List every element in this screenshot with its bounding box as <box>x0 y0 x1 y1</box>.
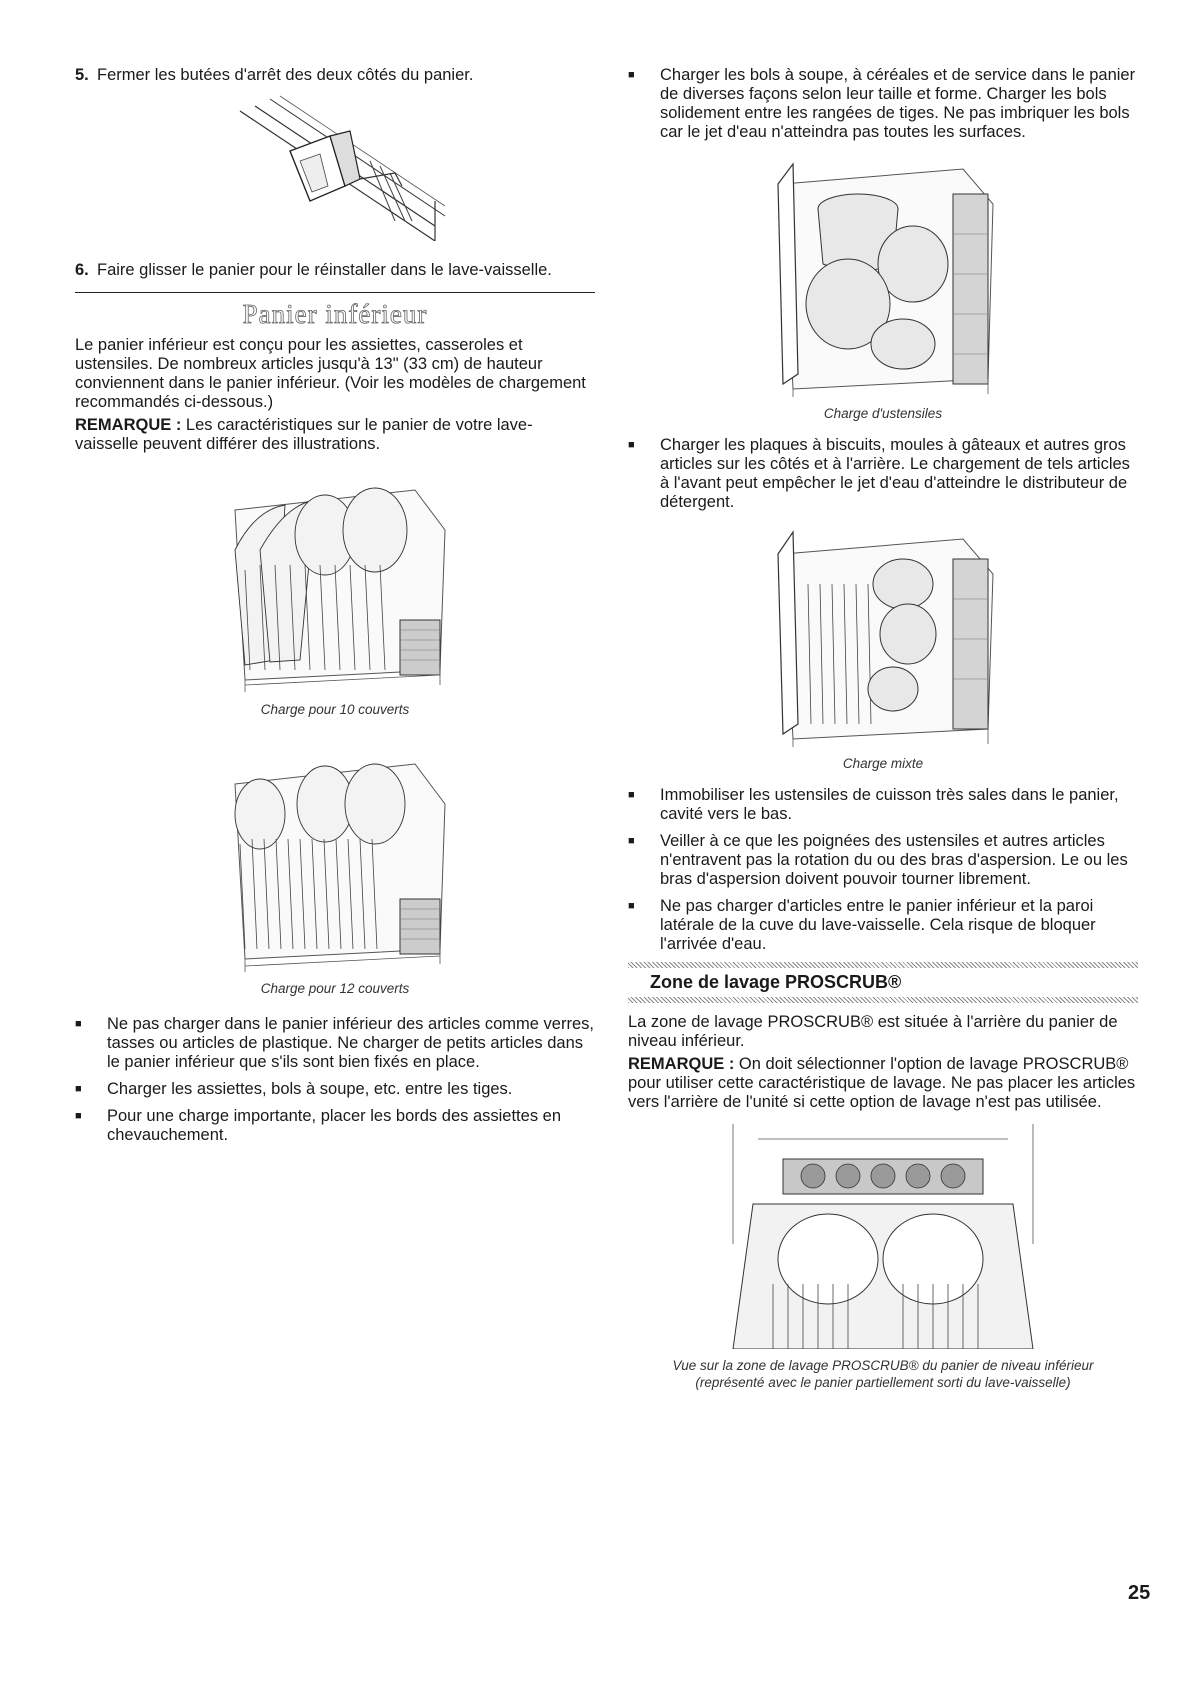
step-number: 6. <box>75 261 89 279</box>
step-number: 5. <box>75 66 89 84</box>
note-text: On doit sélectionner l'option de lavage PROSCRUB® pour utiliser cette caractéristique de lavage. Ne pas placer les articles vers l'arrière de l'unité si cette option de lavage n'est pas utilisée. <box>628 1055 1136 1111</box>
bullet-icon: ■ <box>628 439 635 451</box>
basket-stop-illustration <box>220 91 450 241</box>
proscrub-zone-illustration <box>713 1124 1053 1349</box>
caption-mixte: Charge mixte <box>842 756 924 771</box>
load-10-illustration <box>215 470 455 695</box>
caption-10: Charge pour 10 couverts <box>260 702 410 717</box>
left-bullet-list <box>75 1015 595 1145</box>
bullet-text: Immobiliser les ustensiles de cuisson très sales dans le panier, cavité vers le bas. <box>660 786 1119 823</box>
list-item <box>628 832 1138 889</box>
step-text: Fermer les butées d'arrêt des deux côtés du panier. <box>97 66 474 84</box>
bullet-icon: ■ <box>75 1018 82 1030</box>
bullet-text: Pour une charge importante, placer les bords des assiettes en chevauchement. <box>107 1107 562 1144</box>
proscrub-note <box>628 1055 1138 1112</box>
proscrub-intro: La zone de lavage PROSCRUB® est située à l'arrière du panier de niveau inférieur. <box>628 1013 1118 1050</box>
mixed-load-illustration <box>763 524 1003 749</box>
load-12-illustration <box>215 744 455 974</box>
bullet-text: Veiller à ce que les poignées des ustensiles et autres articles n'entravent pas la rotation du ou des bras d'aspersion. Le ou les bras d'aspersion doivent pouvoir tourner librement. <box>660 832 1128 888</box>
note-label: REMARQUE : <box>628 1055 735 1073</box>
caption-proscrub-1: Vue sur la zone de lavage PROSCRUB® du panier de niveau inférieur <box>672 1358 1094 1373</box>
note-label: REMARQUE : <box>75 416 182 434</box>
list-item <box>628 66 1138 142</box>
utensil-load-illustration <box>763 154 1003 399</box>
bullet-text: Charger les assiettes, bols à soupe, etc. entre les tiges. <box>107 1080 513 1098</box>
bullet-icon: ■ <box>628 69 635 81</box>
page-number: 25 <box>1128 1582 1151 1604</box>
list-item <box>628 897 1138 954</box>
bullet-text: Ne pas charger d'articles entre le panier inférieur et la paroi latérale de la cuve du lave-vaisselle. Cela risque de bloquer l'arrivée d'eau. <box>660 897 1096 953</box>
hatch-divider-top <box>628 962 1138 968</box>
step-6 <box>75 261 595 280</box>
right-column <box>628 66 1138 1391</box>
note-paragraph <box>75 416 595 454</box>
list-item <box>628 786 1138 824</box>
bullet-icon: ■ <box>75 1110 82 1122</box>
caption-proscrub-2: (représenté avec le panier partiellement sorti du lave-vaisselle) <box>695 1375 1071 1390</box>
caption-ustensiles: Charge d'ustensiles <box>823 406 943 421</box>
step-text: Faire glisser le panier pour le réinstaller dans le lave-vaisselle. <box>97 261 552 279</box>
bullet-icon: ■ <box>628 900 635 912</box>
step-5 <box>75 66 595 85</box>
bullet-text: Charger les bols à soupe, à céréales et de service dans le panier de diverses façons selon leur taille et forme. Charger les bols solidement entre les rangées de tiges. Ne pas imbriquer les bols car le jet d'eau n'atteindra pas toutes les surfaces. <box>660 66 1136 141</box>
right-bullet-list <box>628 786 1138 954</box>
hatch-divider-bottom <box>628 997 1138 1003</box>
bullet-text: Charger les plaques à biscuits, moules à gâteaux et autres gros articles sur les côtés et à l'arrière. Le chargement de tels articles à l'avant peut empêcher le jet d'eau d'atteindre le distributeur de détergent. <box>660 436 1130 511</box>
bullet-text: Ne pas charger dans le panier inférieur des articles comme verres, tasses ou articles de plastique. Ne charger de petits articles dans le panier inférieur que s'ils sont bien fixés en place. <box>107 1015 594 1071</box>
list-item <box>628 436 1138 512</box>
note-text: Les caractéristiques sur le panier de votre lave-vaisselle peuvent différer des illustrations. <box>75 416 533 453</box>
section-title: Panier inférieur <box>242 299 428 329</box>
bullet-icon: ■ <box>628 835 635 847</box>
bullet-icon: ■ <box>628 789 635 801</box>
proscrub-subheading: Zone de lavage PROSCRUB® <box>650 972 902 992</box>
left-column <box>75 66 595 1153</box>
section-divider <box>75 292 595 293</box>
list-item <box>75 1107 595 1145</box>
intro-paragraph: Le panier inférieur est conçu pour les assiettes, casseroles et ustensiles. De nombreux articles jusqu'à 13" (33 cm) de hauteur conviennent dans le panier inférieur. (Voir les modèles de chargement recommandés ci-dessous.) <box>75 336 586 411</box>
caption-12: Charge pour 12 couverts <box>260 981 410 996</box>
list-item <box>75 1015 595 1072</box>
list-item <box>75 1080 595 1099</box>
bullet-icon: ■ <box>75 1083 82 1095</box>
